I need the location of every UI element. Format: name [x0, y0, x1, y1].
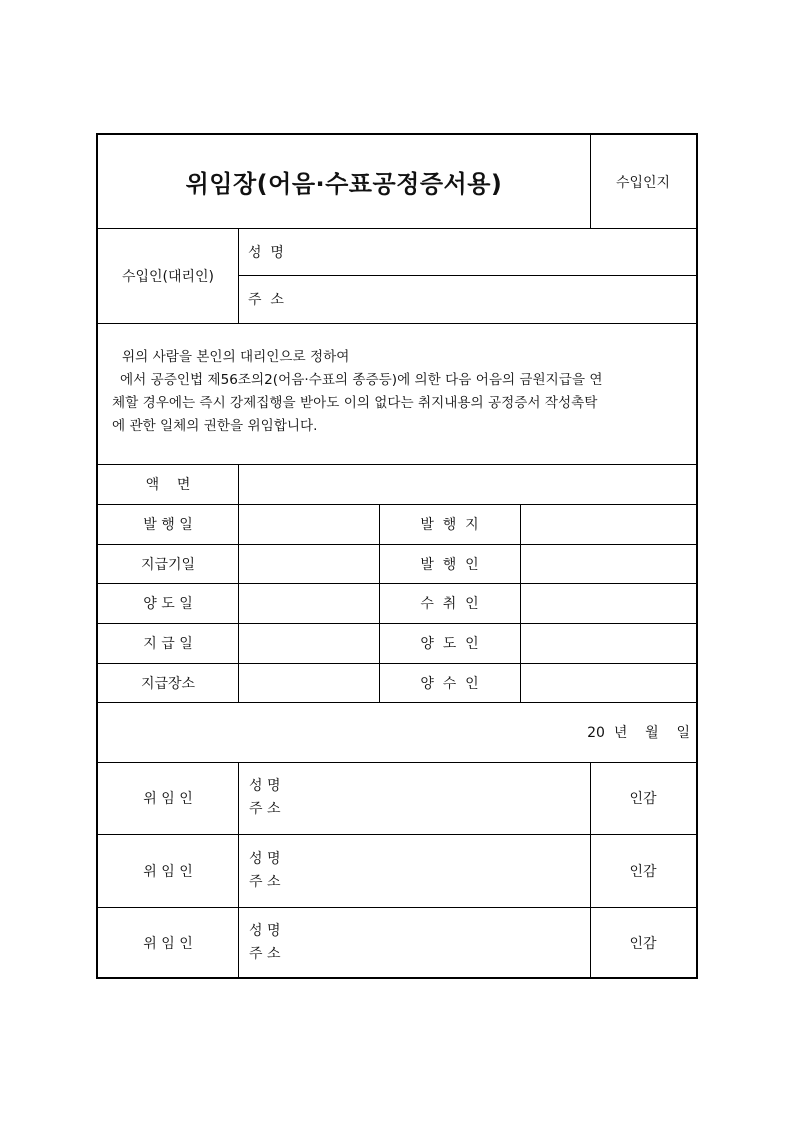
delegator-label: 위 임 인: [143, 791, 193, 807]
delegator-info[interactable]: [239, 834, 590, 907]
payment-date-label: 지 급 일: [143, 636, 193, 652]
transferor-field[interactable]: [521, 623, 696, 663]
delegator-info[interactable]: [239, 762, 590, 834]
delegator-address-label: 주 소: [249, 946, 281, 962]
payee-field[interactable]: [521, 583, 696, 623]
delegator-info[interactable]: [239, 907, 590, 979]
amount-label: 액 면: [145, 477, 191, 493]
payment-place-label: 지급장소: [140, 675, 196, 692]
due-date-field[interactable]: [239, 544, 379, 583]
seal-box: 인감: [629, 863, 657, 880]
delegator-address-label: 주 소: [249, 873, 281, 890]
issuer-field[interactable]: [521, 544, 696, 583]
agent-label: 수입인(대리인): [121, 268, 215, 285]
seal-box: 인감: [629, 936, 657, 952]
amount-field[interactable]: [239, 464, 696, 504]
agent-name-field[interactable]: 성 명: [248, 244, 284, 261]
delegator-name-label: 성 명: [249, 923, 281, 939]
issue-place-label: 발 행 지: [420, 517, 479, 533]
transfer-date-field[interactable]: [239, 583, 379, 623]
payment-place-field[interactable]: [239, 663, 379, 702]
payee-label: 수 취 인: [420, 596, 479, 612]
issue-place-field[interactable]: [521, 504, 696, 544]
payment-date-field[interactable]: [239, 623, 379, 663]
agent-address-field[interactable]: 주 소: [248, 292, 284, 308]
transferor-label: 양 도 인: [420, 636, 479, 652]
date-line[interactable]: 20 년 월 일: [587, 725, 690, 741]
statement-line: 위의 사람을 본인의 대리인으로 정하여: [122, 349, 350, 365]
delegator-label: 위 임 인: [143, 863, 193, 880]
issuer-label: 발 행 인: [420, 556, 479, 573]
delegator-label: 위 임 인: [143, 936, 193, 952]
delegation-statement: [112, 346, 684, 438]
delegator-name-label: 성 명: [249, 850, 281, 867]
seal-box: 인감: [629, 791, 657, 807]
revenue-stamp-box: 수입인지: [615, 174, 671, 191]
delegator-name-label: 성 명: [249, 778, 281, 794]
power-of-attorney-form: [96, 133, 698, 979]
statement-line: 체할 경우에는 즉시 강제집행을 받아도 이의 없다는 취지내용의 공정증서 작성촉탁: [112, 395, 598, 411]
issue-date-label: 발 행 일: [143, 517, 193, 533]
statement-line: 에 관한 일체의 권한을 위임합니다.: [112, 418, 318, 434]
due-date-label: 지급기일: [140, 556, 196, 573]
document-title: 위임장(어음·수표공정증서용): [185, 170, 503, 198]
transfer-date-label: 양 도 일: [143, 596, 193, 612]
statement-line: 에서 공증인법 제56조의2(어음·수표의 종증등)에 의한 다음 어음의 금원지급을 연: [120, 372, 603, 388]
issue-date-field[interactable]: [239, 504, 379, 544]
transferee-label: 양 수 인: [420, 675, 479, 692]
delegator-address-label: 주 소: [249, 801, 281, 817]
transferee-field[interactable]: [521, 663, 696, 702]
